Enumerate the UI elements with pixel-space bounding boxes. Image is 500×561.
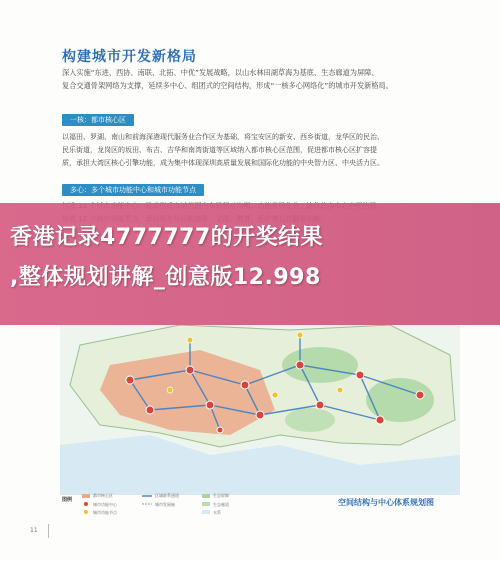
legend-item: 生态廊道 bbox=[213, 502, 229, 507]
map-title: 空间结构与中心体系规划图 bbox=[338, 498, 434, 507]
map-legend bbox=[62, 490, 312, 520]
banner-line: 香港记录4777777的开奖结果 bbox=[10, 225, 324, 250]
legend-item: 水系 bbox=[213, 510, 221, 515]
intro-line: 深入实施“东进、西协、南联、北拓、中优”发展战略，以山水林田湖草海为基底、生态廊道为屏障、 bbox=[62, 68, 379, 77]
legend-item: 城市发展轴 bbox=[155, 502, 175, 507]
legend-item: 城市功能节点 bbox=[93, 510, 117, 515]
legend-item: 区域联系通道 bbox=[155, 493, 179, 498]
legend-item: 生态屏障 bbox=[213, 493, 229, 498]
legend-title: 图例 bbox=[62, 497, 73, 503]
page-title: 构建城市开发新格局 bbox=[62, 49, 197, 65]
banner-headline bbox=[10, 218, 494, 298]
banner-line: ,整体规划讲解_创意版12.998 bbox=[10, 265, 321, 290]
page-number: 11 bbox=[30, 527, 38, 534]
section-body-core bbox=[62, 131, 462, 170]
footer-divider bbox=[48, 524, 49, 538]
section-heading-centers: 多心：多个城市功能中心和城市功能节点 bbox=[62, 184, 204, 196]
map-graphic bbox=[60, 325, 460, 495]
intro-line: 复合交通骨架网络为支撑，延续多中心、组团式的空间结构，形成“一核多心网络化”的城市开发新格局。 bbox=[62, 81, 393, 90]
section-heading-core: 一核：都市核心区 bbox=[62, 114, 134, 126]
intro-paragraph bbox=[62, 66, 462, 92]
section-line: 以福田、罗湖、南山和前海深港现代服务业合作区为基础，将宝安区的新安、西乡街道，龙华区的民治、 bbox=[62, 133, 384, 141]
spatial-structure-map bbox=[60, 325, 460, 495]
legend-item: 城市功能中心 bbox=[93, 502, 117, 507]
section-line: 民乐街道，龙岗区的坂田、布吉、吉华和南湾街道等区域纳入都市核心区范围，促进都市核心区扩容提 bbox=[62, 146, 377, 154]
section-line: 质，承担大湾区核心引擎功能，成为集中体现深圳高质量发展和国际化功能的中央智力区、中央活力区。 bbox=[62, 159, 384, 167]
legend-item: 都市核心区 bbox=[93, 493, 113, 498]
